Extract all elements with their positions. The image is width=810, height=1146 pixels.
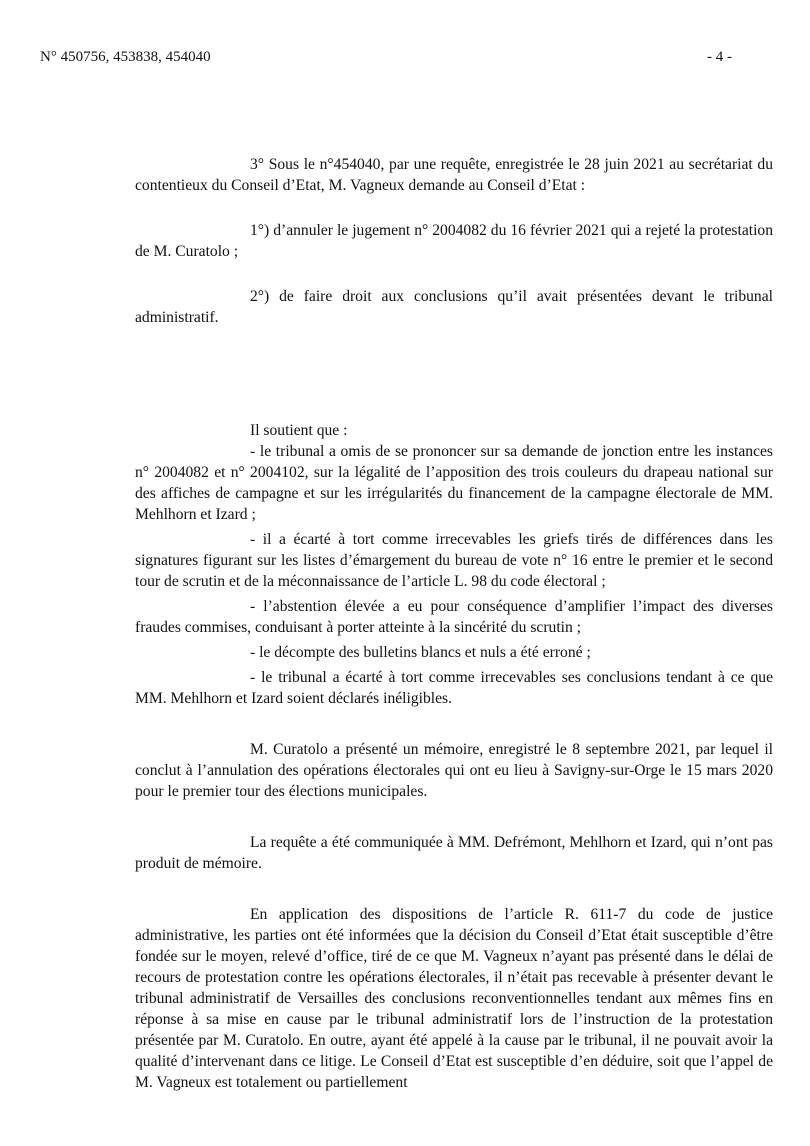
paragraph-soutient: Il soutient que : (250, 422, 348, 439)
paragraph-communication: La requête a été communiquée à MM. Defrémont, Mehlhorn et Izard, qui n’ont pas produit de mémoire. (135, 834, 773, 872)
case-numbers: N° 450756, 453838, 454040 (40, 49, 211, 65)
paragraph-argument-2: - il a écarté à tort comme irrecevables les griefs tirés de différences dans les signatures figurant sur les listes d’émargement du bureau de vote n° 16 entre le premier et le second tour de scrutin et de la méconnaissance de l’article L. 98 du code électoral ; (135, 531, 773, 590)
paragraph-conclusion-1: 1°) d’annuler le jugement n° 2004082 du 16 février 2021 qui a rejeté la protestation de M. Curatolo ; (135, 222, 773, 260)
page-number: - 4 - (707, 49, 732, 65)
document-body (135, 154, 773, 1093)
paragraph-request-intro: 3° Sous le n°454040, par une requête, enregistrée le 28 juin 2021 au secrétariat du contentieux du Conseil d’Etat, M. Vagneux demande au Conseil d’Etat : (135, 156, 773, 194)
paragraph-argument-5: - le tribunal a écarté à tort comme irrecevables ses conclusions tendant à ce que MM. Mehlhorn et Izard soient déclarés inéligibles. (135, 669, 773, 707)
paragraph-argument-1: - le tribunal a omis de se prononcer sur sa demande de jonction entre les instances n° 2004082 et n° 2004102, sur la légalité de l’apposition des trois couleurs du drapeau national sur des affiches de campagne et sur les irrégularités du financement de la campagne électorale de MM. Mehlhorn et Izard ; (135, 443, 773, 523)
paragraph-argument-4: - le décompte des bulletins blancs et nuls a été erroné ; (250, 644, 591, 661)
paragraph-r611-7: En application des dispositions de l’article R. 611-7 du code de justice administrative, les parties ont été informées que la décision du Conseil d’Etat était susceptible d’être fondée sur le moyen, relevé d’office, tiré de ce que M. Vagneux n’ayant pas présenté dans le délai de recours de protestation contre les opérations électorales, il n’était pas recevable à présenter devant le tribunal administratif de Versailles des conclusions reconventionnelles tendant aux mêmes fins en réponse à sa mise en cause par le tribunal administratif lors de l’instruction de la protestation présentée par M. Curatolo. En outre, ayant été appelé à la cause par le tribunal, il ne pouvait avoir la qualité d’intervenant dans ce litige. Le Conseil d’Etat est susceptible d’en déduire, soit que l’appel de M. Vagneux est totalement ou partiellement (135, 906, 773, 1091)
paragraph-memoire-curatolo: M. Curatolo a présenté un mémoire, enregistré le 8 septembre 2021, par lequel il conclut à l’annulation des opérations électorales qui ont eu lieu à Savigny-sur-Orge le 15 mars 2020 pour le premier tour des élections municipales. (135, 741, 773, 800)
paragraph-argument-3: - l’abstention élevée a eu pour conséquence d’amplifier l’impact des diverses fraudes commises, conduisant à porter atteinte à la sincérité du scrutin ; (135, 598, 773, 636)
paragraph-conclusion-2: 2°) de faire droit aux conclusions qu’il avait présentées devant le tribunal administratif. (135, 288, 773, 326)
